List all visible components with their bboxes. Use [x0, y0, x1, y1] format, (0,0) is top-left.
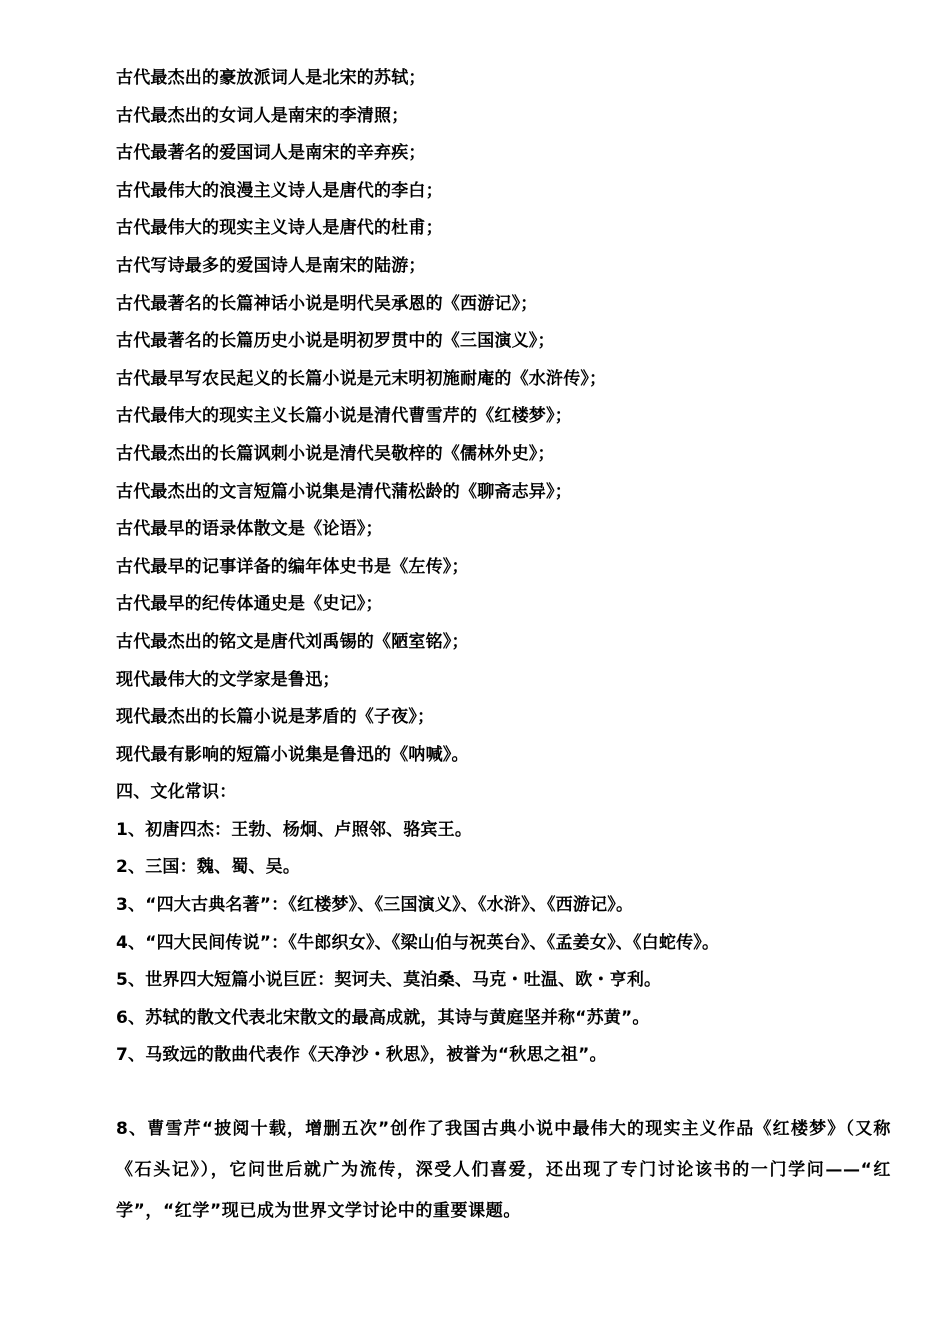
text-line: 古代最著名的爱国词人是南宋的辛弃疾； — [116, 143, 426, 164]
paragraph-gap — [116, 1075, 896, 1109]
text-line: 古代最杰出的豪放派词人是北宋的苏轼； — [116, 68, 426, 88]
numbered-item: 3、“四大古典名著”：《红楼梦》、《三国演义》、《水浒》、《西游记》。 — [116, 895, 634, 916]
document-content — [116, 60, 896, 1232]
text-line: 现代最杰出的长篇小说是茅盾的《子夜》； — [116, 707, 435, 728]
numbered-item: 1、初唐四杰：王勃、杨炯、卢照邻、骆宾王。 — [116, 819, 473, 840]
text-line: 现代最有影响的短篇小说集是鲁迅的《呐喊》。 — [116, 744, 469, 765]
text-line: 古代最伟大的浪漫主义诗人是唐代的李白； — [116, 180, 443, 201]
text-line: 古代最杰出的文言短篇小说集是清代蒲松龄的《聊斋志异》； — [116, 481, 572, 502]
section-heading: 四、文化常识： — [116, 782, 237, 803]
numbered-item: 6、苏轼的散文代表北宋散文的最高成就，其诗与黄庭坚并称“苏黄”。 — [116, 1007, 650, 1028]
text-line: 古代最伟大的现实主义诗人是唐代的杜甫； — [116, 218, 443, 239]
numbered-item: 5、世界四大短篇小说巨匠：契诃夫、莫泊桑、马克・吐温、欧・亨利。 — [116, 970, 662, 991]
text-line: 古代最早写农民起义的长篇小说是元末明初施耐庵的《水浒传》； — [116, 368, 607, 389]
text-line: 古代最著名的长篇历史小说是明初罗贯中的《三国演义》； — [116, 331, 555, 352]
text-line: 古代最杰出的长篇讽刺小说是清代吴敬梓的《儒林外史》； — [116, 443, 555, 464]
text-line: 古代最著名的长篇神话小说是明代吴承恩的《西游记》； — [116, 293, 538, 314]
text-line: 古代最杰出的铭文是唐代刘禹锡的《陋室铭》； — [116, 631, 469, 652]
text-line: 古代最伟大的现实主义长篇小说是清代曹雪芹的《红楼梦》； — [116, 406, 572, 427]
numbered-item: 4、“四大民间传说”：《牛郎织女》、《梁山伯与祝英台》、《孟姜女》、《白蛇传》。 — [116, 932, 720, 953]
text-line: 古代最早的纪传体通史是《史记》； — [116, 594, 383, 615]
text-line: 古代写诗最多的爱国诗人是南宋的陆游； — [116, 255, 426, 276]
final-paragraph: 8、曹雪芹“披阅十载，增删五次”创作了我国古典小说中最伟大的现实主义作品《红楼梦》（又称《石头记》），它问世后就广为流传，深受人们喜爱，还出现了专门讨论该书的一门学问——“红学”，“红学”现已成为世界文学讨论中的重要课题。 — [116, 1119, 891, 1222]
numbered-item: 7、马致远的散曲代表作《天净沙・秋思》，被誉为“秋思之祖”。 — [116, 1045, 607, 1066]
numbered-item: 2、三国：魏、蜀、吴。 — [116, 857, 301, 878]
text-line: 古代最早的记事详备的编年体史书是《左传》； — [116, 556, 469, 577]
text-line: 古代最杰出的女词人是南宋的李清照； — [116, 105, 409, 126]
text-line: 古代最早的语录体散文是《论语》； — [116, 519, 383, 540]
text-line: 现代最伟大的文学家是鲁迅； — [116, 669, 340, 690]
